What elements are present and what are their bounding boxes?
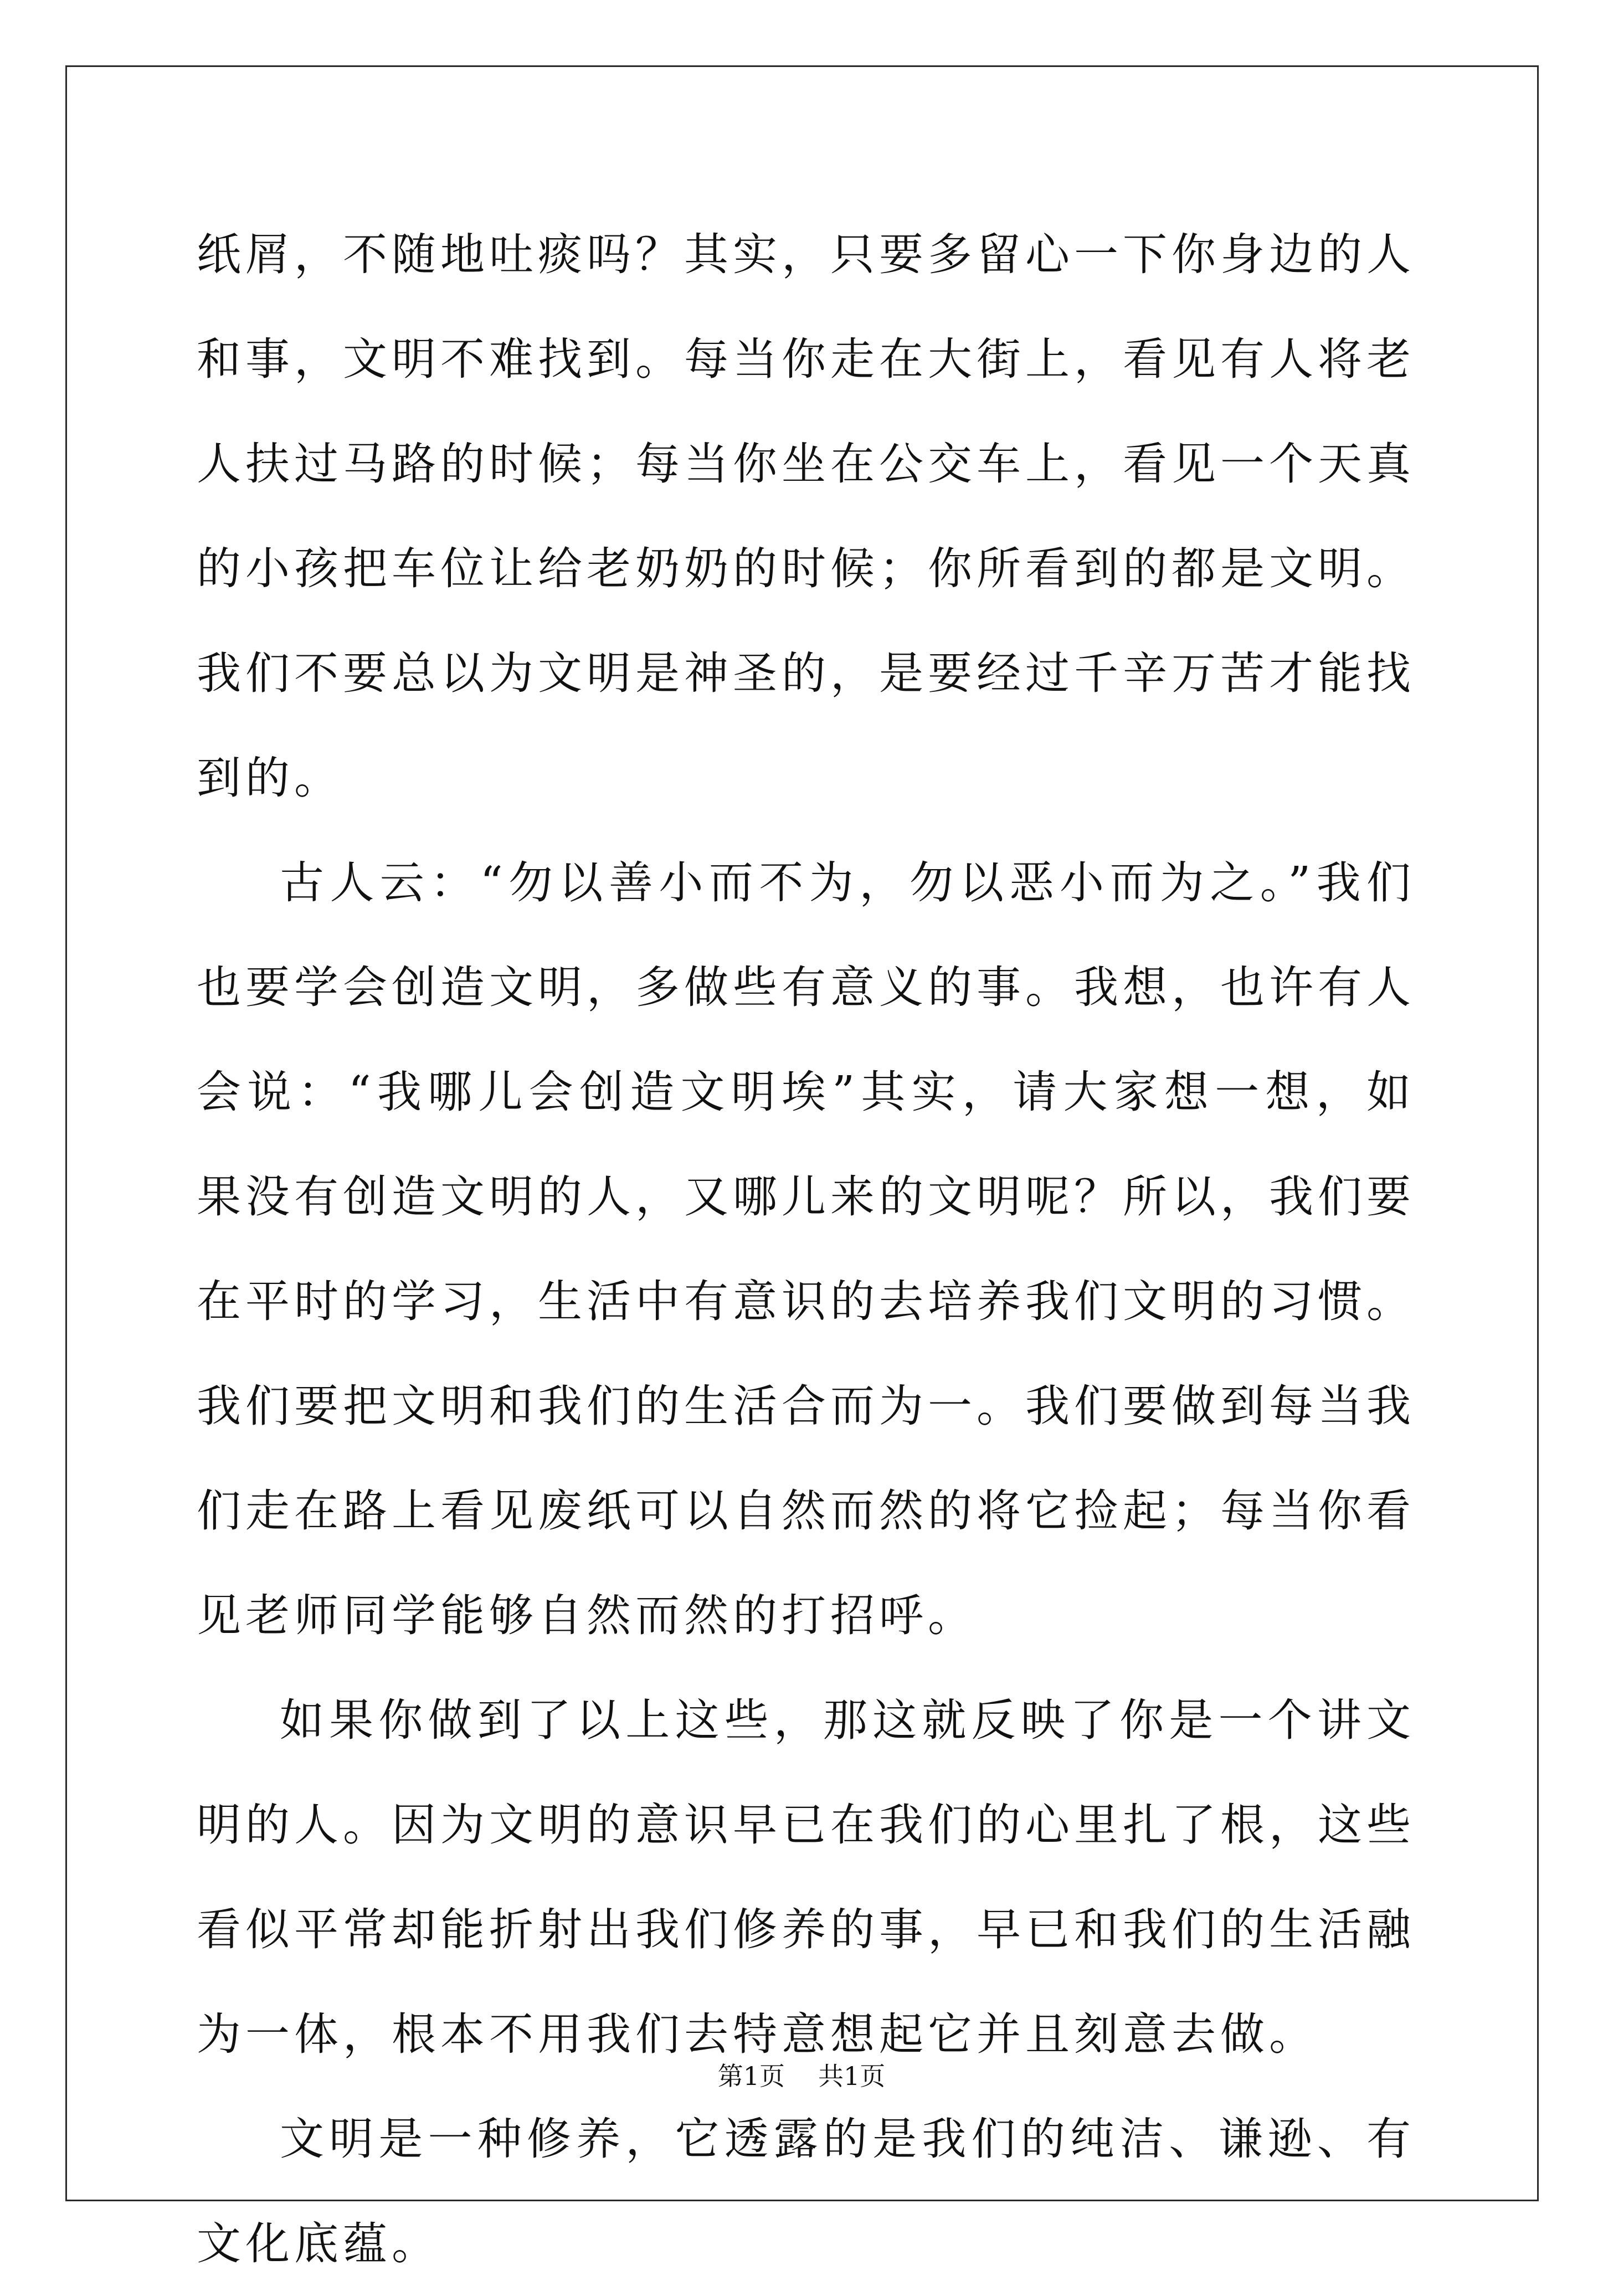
paragraph-4: 文明是一种修养，它透露的是我们的纯洁、谦逊、有文化底蕴。	[197, 2113, 1415, 2269]
page-number: 第1页	[717, 2061, 785, 2091]
page-total: 共1页	[818, 2061, 886, 2091]
paragraph-1: 纸屑，不随地吐痰吗？其实，只要多留心一下你身边的人和事，文明不难找到。每当你走在大街上，看见有人将老人扶过马路的时候；每当你坐在公交车上，看见一个天真的小孩把车位让给老奶奶的时候；你所看到的都是文明。我们不要总以为文明是神圣的，是要经过千辛万苦才能找到的。	[197, 229, 1415, 804]
page-footer	[0, 2059, 1603, 2093]
paragraph-3: 如果你做到了以上这些，那这就反映了你是一个讲文明的人。因为文明的意识早已在我们的心里扎了根，这些看似平常却能折射出我们修养的事，早已和我们的生活融为一体，根本不用我们去特意想起它并且刻意去做。	[197, 1694, 1415, 2060]
document-body	[197, 202, 1415, 2296]
paragraph-2: 古人云：“勿以善小而不为，勿以恶小而为之。”我们也要学会创造文明，多做些有意义的事。我想，也许有人会说：“我哪儿会创造文明埃”其实，请大家想一想，如果没有创造文明的人，又哪儿来的文明呢？所以，我们要在平时的学习，生活中有意识的去培养我们文明的习惯。我们要把文明和我们的生活合而为一。我们要做到每当我们走在路上看见废纸可以自然而然的将它捡起；每当你看见老师同学能够自然而然的打招呼。	[197, 857, 1415, 1641]
